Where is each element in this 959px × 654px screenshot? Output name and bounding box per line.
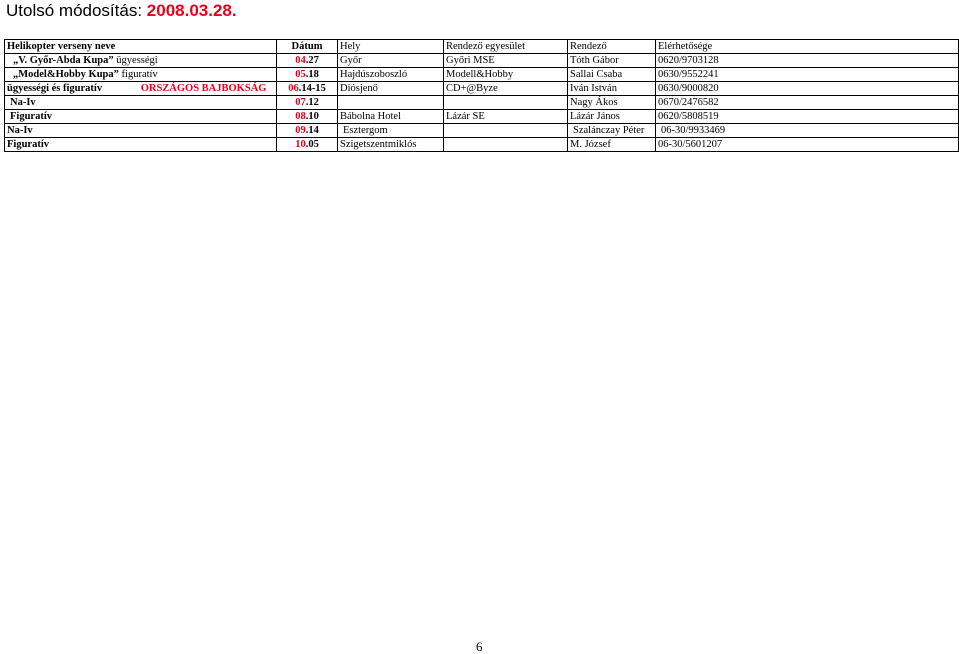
competition-place: Hajdúszoboszló [338,68,444,82]
competition-name [5,54,277,68]
competition-name [5,68,277,82]
last-modified [6,0,237,22]
date-month: 04 [295,55,306,66]
date-day: .05 [305,139,319,150]
table-header-row [5,40,959,54]
competition-place: Diósjenő [338,82,444,96]
competition-organizer: Iván István [568,82,656,96]
last-modified-label: Utolsó módosítás: [6,1,143,20]
competition-name: Na-Iv [5,96,277,110]
competition-date [277,96,338,110]
competition-contact: 0620/9703128 [656,54,959,68]
competition-contact: 0670/2476582 [656,96,959,110]
competition-title: ügyességi és figuratív [7,83,103,94]
competition-club [444,124,568,138]
competition-name: Figuratív [5,138,277,152]
competition-club: CD+@Byze [444,82,568,96]
header-name: Helikopter verseny neve [5,40,277,54]
competition-club: Modell&Hobby [444,68,568,82]
date-month: 10 [295,139,306,150]
competition-table [4,39,959,152]
table-row [5,124,959,138]
competition-date [277,68,338,82]
date-day: .14-15 [298,83,326,94]
table-row [5,82,959,96]
competition-place: Szigetszentmiklós [338,138,444,152]
competition-place: Győr [338,54,444,68]
date-month: 08 [295,111,306,122]
competition-contact: 0630/9000820 [656,82,959,96]
competition-club [444,96,568,110]
championship-highlight: ORSZÁGOS BAJBOKSÁG [140,83,267,94]
competition-club: Lázár SE [444,110,568,124]
competition-place: Bábolna Hotel [338,110,444,124]
table-row [5,138,959,152]
competition-name [5,82,277,96]
header-date: Dátum [277,40,338,54]
competition-contact: 0630/9552241 [656,68,959,82]
table-row [5,68,959,82]
competition-title: „Model&Hobby Kupa” [13,69,119,80]
competition-place [338,96,444,110]
date-day: .12 [305,97,319,108]
competition-date [277,54,338,68]
page-number: 6 [476,639,483,654]
competition-club: Győri MSE [444,54,568,68]
competition-organizer: Lázár János [568,110,656,124]
date-month: 09 [295,125,306,136]
date-day: .14 [305,125,319,136]
competition-date [277,110,338,124]
last-modified-date: 2008.03.28. [146,1,237,20]
competition-organizer: M. József [568,138,656,152]
competition-date [277,138,338,152]
competition-date [277,124,338,138]
competition-contact: 06-30/9933469 [656,124,959,138]
competition-club [444,138,568,152]
date-month: 06 [288,83,299,94]
competition-organizer: Szalánczay Péter [568,124,656,138]
date-day: .10 [305,111,319,122]
competition-title: „V. Győr-Abda Kupa” [13,55,114,66]
table-row [5,54,959,68]
competition-contact: 06-30/5601207 [656,138,959,152]
table-row [5,110,959,124]
competition-organizer: Nagy Ákos [568,96,656,110]
competition-organizer: Sallai Csaba [568,68,656,82]
competition-organizer: Tóth Gábor [568,54,656,68]
date-day: .27 [305,55,319,66]
table-row [5,96,959,110]
date-month: 05 [295,69,306,80]
competition-category: ügyességi [116,55,158,66]
date-month: 07 [295,97,306,108]
date-day: .18 [305,69,319,80]
header-club: Rendező egyesület [444,40,568,54]
header-contact: Elérhetősége [656,40,959,54]
competition-place: Esztergom [338,124,444,138]
competition-name: Figuratív [5,110,277,124]
competition-category: figuratív [121,69,158,80]
competition-contact: 0620/5808519 [656,110,959,124]
header-place: Hely [338,40,444,54]
competition-date [277,82,338,96]
header-organizer: Rendező [568,40,656,54]
competition-name: Na-Iv [5,124,277,138]
